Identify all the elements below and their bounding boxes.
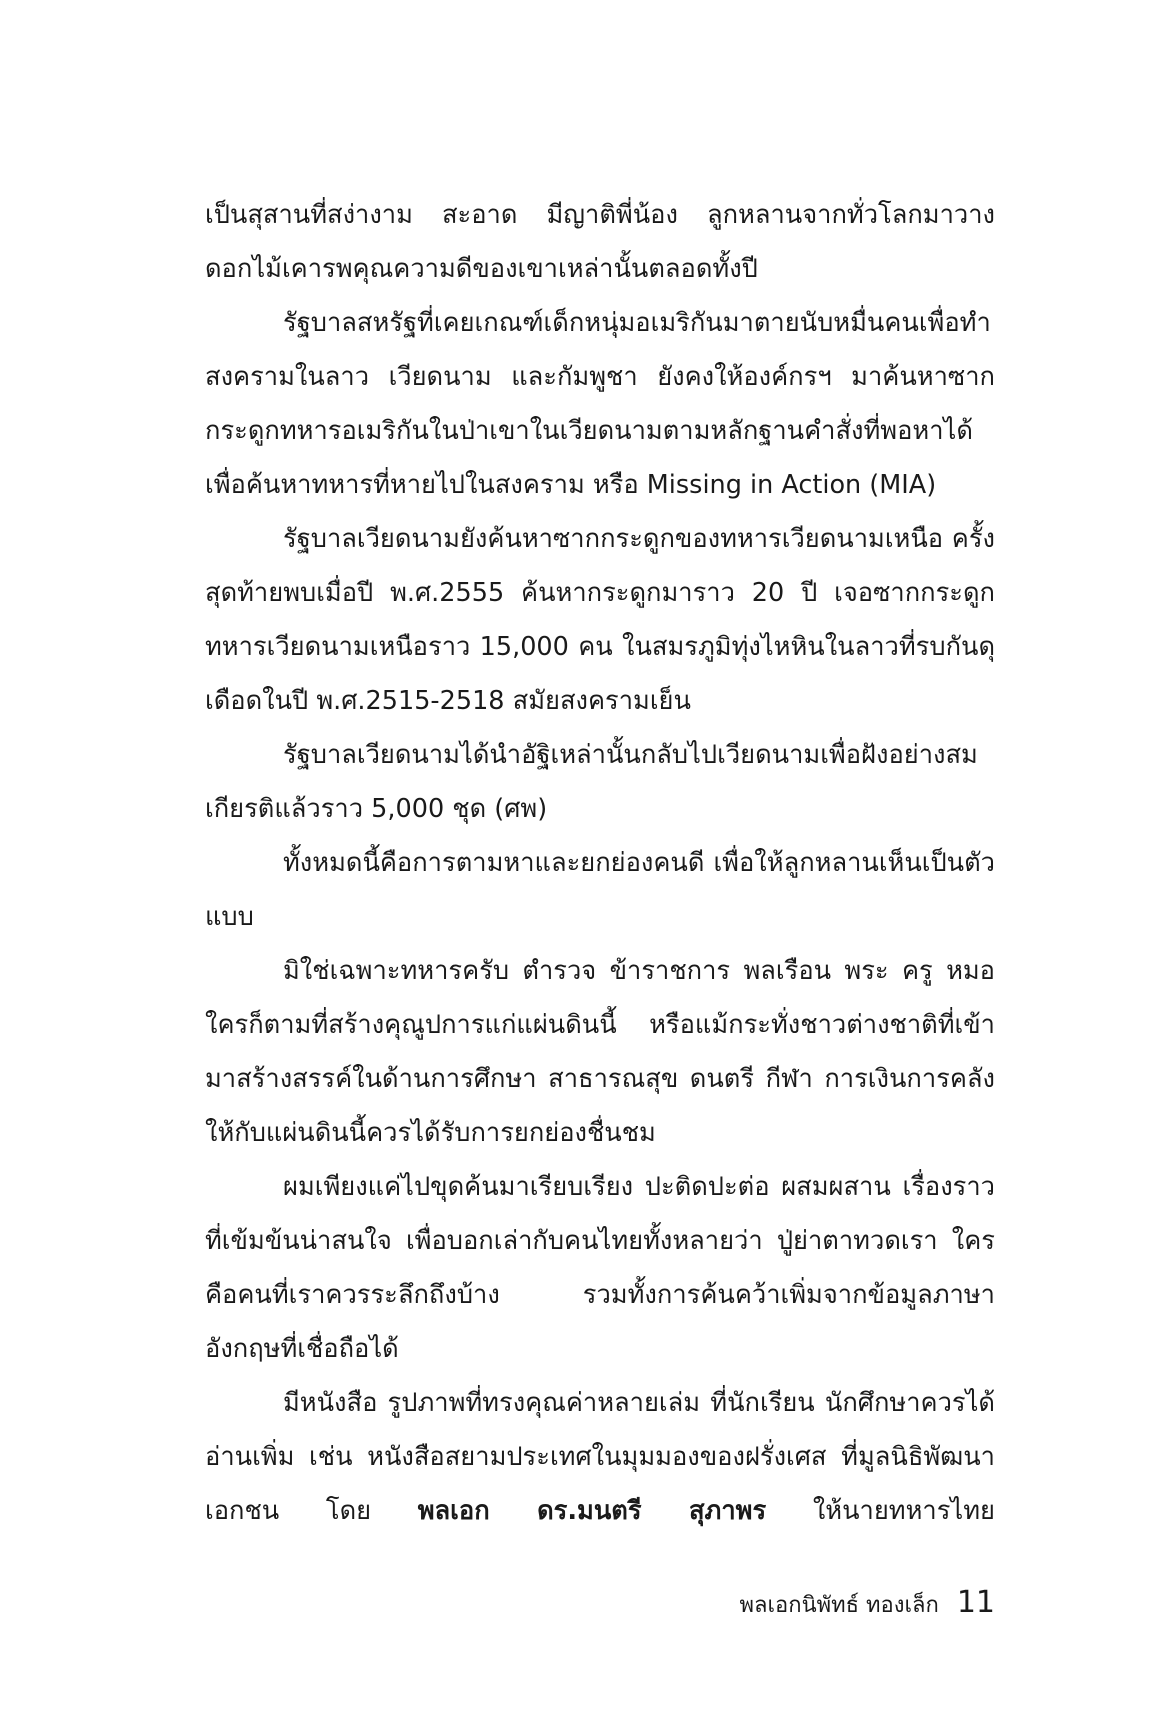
paragraph-cemetery: เป็นสุสานที่สง่างาม สะอาด มีญาติพี่น้อง ลูกหลานจากทั่วโลกมาวางดอกไม้เคารพคุณความดีของเขาเหล่านั้นตลอดทั้งปี — [205, 200, 995, 284]
paragraph-books-text: มีหนังสือ รูปภาพที่ทรงคุณค่าหลายเล่ม ที่นักเรียน นักศึกษาควรได้อ่านเพิ่ม เช่น หนังสือสยามประเทศในมุมมองของฝรั่งเศส ที่มูลนิธิพัฒนาเอกชน โดย — [205, 1388, 995, 1526]
paragraph-honoring-people: มิใช่เฉพาะทหารครับ ตำรวจ ข้าราชการ พลเรือน พระ ครู หมอ ใครก็ตามที่สร้างคุณูปการแก่แผ่นดินนี้ หรือแม้กระทั่งชาวต่างชาติที่เข้ามาสร้างสรรค์ในด้านการศึกษา สาธารณสุข ดนตรี กีฬา การเงินการคลังให้กับแผ่นดินนี้ควรได้รับการยกย่องชื่นชม — [205, 956, 995, 1148]
paragraph-burial: รัฐบาลเวียดนามได้นำอัฐิเหล่านั้นกลับไปเวียดนามเพื่อฝังอย่างสมเกียรติแล้วราว 5,000 ชุด (ศพ) — [205, 740, 978, 824]
paragraph-vietnam-remains: รัฐบาลเวียดนามยังค้นหาซากกระดูกของทหารเวียดนามเหนือ ครั้งสุดท้ายพบเมื่อปี พ.ศ.2555 ค้นหากระดูกมาราว 20 ปี เจอซากกระดูกทหารเวียดนามเหนือราว 15,000 คน ในสมรภูมิทุ่งไหหินในลาวที่รบกันดุเดือดในปี พ.ศ.2515-2518 สมัยสงครามเย็น — [205, 524, 995, 716]
bold-person-name: พลเอก ดร.มนตรี สุภาพร — [417, 1496, 767, 1526]
paragraph-role-models: ทั้งหมดนี้คือการตามหาและยกย่องคนดี เพื่อให้ลูกหลานเห็นเป็นตัวแบบ — [205, 848, 995, 932]
body-text — [205, 188, 995, 1538]
paragraph-books-tail: ให้นายทหารไทย — [766, 1496, 995, 1526]
paragraph-us-mia: รัฐบาลสหรัฐที่เคยเกณฑ์เด็กหนุ่มอเมริกันมาตายนับหมื่นคนเพื่อทำสงครามในลาว เวียดนาม และกัมพูชา ยังคงให้องค์กรฯ มาค้นหาซากกระดูกทหารอเมริกันในป่าเขาในเวียดนามตามหลักฐานคำสั่งที่พอหาได้ เพื่อค้นหาทหารที่หายไปในสงคราม หรือ Missing in Action (MIA) — [205, 308, 995, 500]
running-footer-author: พลเอกนิพัทธ์ ทองเล็ก — [739, 1593, 939, 1618]
page-number: 11 — [956, 1585, 995, 1620]
page-footer — [740, 1585, 995, 1625]
paragraph-books — [205, 1376, 995, 1538]
paragraph-author-research: ผมเพียงแค่ไปขุดค้นมาเรียบเรียง ปะติดปะต่อ ผสมผสาน เรื่องราวที่เข้มข้นน่าสนใจ เพื่อบอกเล่ากับคนไทยทั้งหลายว่า ปู่ย่าตาทวดเรา ใครคือคนที่เราควรระลึกถึงบ้าง รวมทั้งการค้นคว้าเพิ่มจากข้อมูลภาษาอังกฤษที่เชื่อถือได้ — [205, 1172, 995, 1364]
